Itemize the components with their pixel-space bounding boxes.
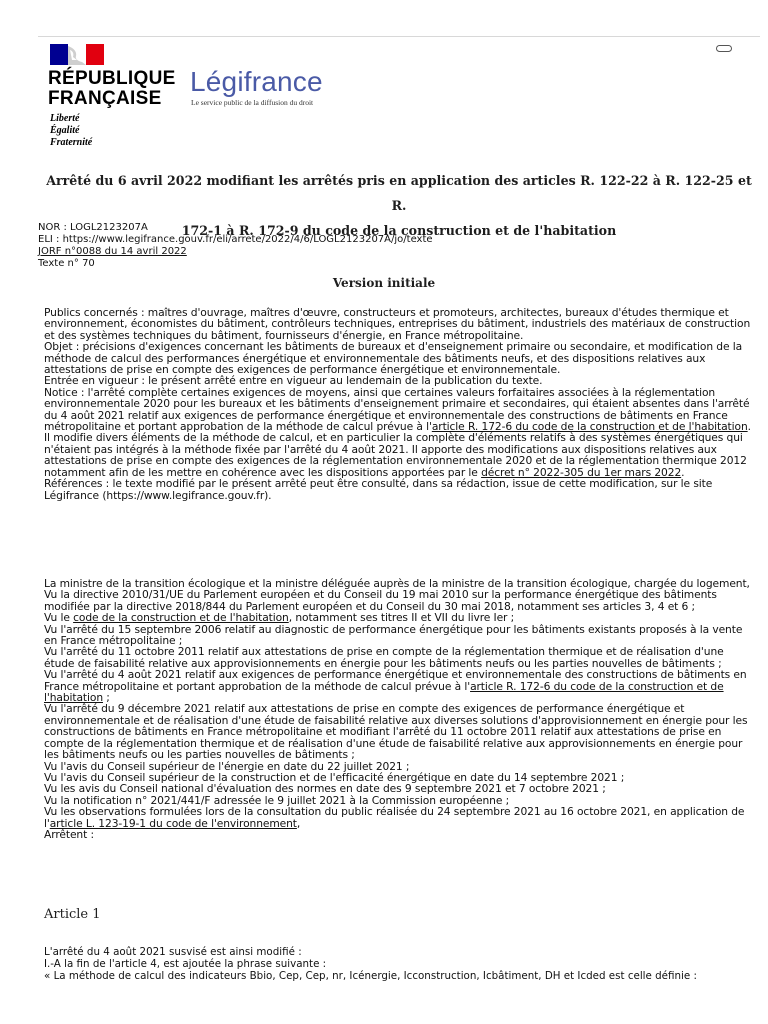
visa-arrete-2021-pre: Vu l'arrêté du 4 août 2021 relatif aux exigences de performance énergétique et environnementale des constructions de bâtiments en France métropolitaine et portant approbation de la méthode de calcul prévue à l'	[44, 668, 747, 693]
article-1-heading: Article 1	[44, 907, 101, 922]
code-construction-link[interactable]: code de la construction et de l'habitation	[73, 611, 289, 625]
texte-number: Texte n° 70	[38, 258, 95, 269]
visa-consultation-post: ,	[296, 816, 301, 830]
objet: Objet : précisions d'exigences concernant les bâtiments de bureaux et d'enseignement primaire ou secondaire, et modification de la méthode de calcul des performances énergétique et environnementale des bâtiments neufs, et des dispositions relatives aux attestations de prise en compte des exigences de performance énergétique et environnementale.	[44, 340, 743, 377]
visa-code-post: , notamment ses titres II et VII du livre Ier ;	[288, 611, 515, 625]
visa-notification: Vu la notification n° 2021/441/F adressée le 9 juillet 2021 à la Commission européenne ;	[44, 793, 510, 807]
notice-text-2-end: .	[681, 465, 685, 479]
visa-arrete-2011: Vu l'arrêté du 11 octobre 2011 relatif aux attestations de prise en compte de la réglementation thermique et de réalisation d'une étude de faisabilité relative aux approvisionnements en énergie pour les bâtiments neufs ou les parties nouvelles de bâtiments ;	[44, 645, 724, 670]
nor-code: NOR : LOGL2123207A	[38, 222, 148, 233]
article-1-p2: I.-A la fin de l'article 4, est ajoutée la phrase suivante :	[44, 958, 327, 970]
references: Références : le texte modifié par le présent arrêté peut être consulté, dans sa rédaction, issue de cette modification, sur le site Légifrance (https://www.legifrance.gouv.fr).	[44, 477, 713, 502]
article-r172-6-link[interactable]: article R. 172-6 du code de la construction et de l'habitation	[431, 420, 748, 434]
version-heading: Version initiale	[332, 276, 436, 290]
republic-name	[48, 69, 176, 109]
motto-egalite: Égalité	[50, 125, 80, 136]
motto-liberte: Liberté	[50, 113, 80, 124]
article-1-body	[44, 946, 756, 982]
decret-link[interactable]: décret n° 2022-305 du 1er mars 2022	[481, 465, 682, 479]
visa-avis-energie: Vu l'avis du Conseil supérieur de l'énergie en date du 22 juillet 2021 ;	[44, 759, 410, 773]
article-r172-6-link-2[interactable]: article R. 172-6 du code de la construction et de l'habitation	[44, 679, 724, 705]
visa-directive: Vu la directive 2010/31/UE du Parlement européen et du Conseil du 19 mai 2010 sur la performance énergétique des bâtiments modifiée par la directive 2018/844 du Parlement européen et du Conseil du 30 mai 2018, notamment ses articles 3, 4 et 6 ;	[44, 588, 717, 613]
republic-motto	[50, 113, 92, 149]
arretent: Arrêtent :	[44, 827, 94, 841]
republic-line-2: FRANÇAISE	[48, 88, 162, 109]
article-1-p3: « La méthode de calcul des indicateurs Bbio, Cep, Cep, nr, Icénergie, Icconstruction, Icbâtiment, DH et Icded est celle définie :	[44, 970, 697, 982]
visa-avis-normes: Vu les avis du Conseil national d'évaluation des normes en date des 9 septembre 2021 et 7 octobre 2021 ;	[44, 782, 606, 796]
visas-section	[44, 578, 756, 840]
legifrance-tagline: Le service public de la diffusion du droit	[191, 98, 314, 107]
notice-paragraph	[44, 387, 756, 433]
eli-url: ELI : https://www.legifrance.gouv.fr/eli/arrete/2022/4/6/LOGL2123207A/jo/texte	[38, 234, 433, 245]
visa-code-pre: Vu le	[44, 611, 74, 625]
notice-text: Notice : l'arrêté complète certaines exigences de moyens, ainsi que certaines valeurs forfaitaires associées à la réglementation environnementale 2020 pour les bureaux et les bâtiments d'enseignement primaire et secondaires, qui étaient absentes dans l'arrêté du 4 août 2021 relatif aux exigences de performance énergétique et environnementale des constructions de bâtiments en France métropolitaine et portant approbation de la méthode de calcul prévue à l'	[44, 385, 750, 434]
legifrance-logo[interactable]: Légifrance	[190, 66, 323, 97]
article-1-p1: L'arrêté du 4 août 2021 susvisé est ainsi modifié :	[44, 946, 302, 958]
notice-text-2: Il modifie divers éléments de la méthode de calcul, et en particulier la complète d'éléments relatifs à des systèmes énergétiques qui n'étaient pas intégrés à la méthode fixée par l'arrêté du 4 août 2021. Il apporte des modifications aux dispositions relatives aux attestations de prise en compte des exigences de la réglementation environnementale 2020 et de la réglementation thermique 2012 notamment afin de les mettre en cohérence avec les dispositions apportées par le	[44, 431, 747, 479]
motto-fraternite: Fraternité	[50, 137, 93, 148]
republique-francaise-logo	[48, 44, 178, 154]
menu-toggle-icon[interactable]	[716, 45, 732, 52]
document-metadata	[38, 222, 433, 270]
visa-intro: La ministre de la transition écologique et la ministre déléguée auprès de la ministre de la transition écologique, chargée du logement,	[44, 577, 750, 590]
visa-arrete-2021-post: ;	[103, 691, 110, 705]
notice-text-end: .	[747, 420, 751, 434]
title-line-1: Arrêté du 6 avril 2022 modifiant les arrêtés pris en application des articles R. 122-22 à R. 122-25 et R.	[46, 173, 752, 213]
visa-arrete-dec-2021: Vu l'arrêté du 9 décembre 2021 relatif aux attestations de prise en compte des exigences de performance énergétique et environnementale et de réalisation d'une étude de faisabilité relative aux diverses solutions d'approvisionnement en énergie pour les constructions de bâtiments en France métropolitaine et modifiant l'arrêté du 11 octobre 2011 relatif aux attestations de prise en compte de la réglementation thermique et de réalisation d'une étude de faisabilité relative aux approvisionnements en énergie pour les bâtiments neufs ou les parties nouvelles de bâtiments ;	[44, 702, 748, 762]
visa-arrete-2006: Vu l'arrêté du 15 septembre 2006 relatif au diagnostic de performance énergétique pour les bâtiments existants proposés à la vente en France métropolitaine ;	[44, 622, 743, 648]
jorf-link[interactable]: JORF n°0088 du 14 avril 2022	[38, 246, 187, 257]
article-l123-19-1-link[interactable]: article L. 123-19-1 du code de l'environnement	[49, 816, 297, 830]
entree-en-vigueur: Entrée en vigueur : le présent arrêté entre en vigueur au lendemain de la publication du texte.	[44, 374, 543, 388]
visa-consultation	[44, 806, 756, 829]
top-divider	[38, 36, 760, 37]
republic-line-1: RÉPUBLIQUE	[48, 68, 176, 89]
visa-arrete-2021	[44, 669, 756, 703]
publics-concernes: Publics concernés : maîtres d'ouvrage, maîtres d'œuvre, constructeurs et promoteurs, architectes, bureaux d'études thermique et environnement, économistes du bâtiment, contrôleurs techniques, entreprises du bâtiment, industriels des matériaux de construction et des systèmes techniques du bâtiment, fournisseurs d'énergie, en France métropolitaine.	[44, 306, 751, 342]
visa-consultation-pre: Vu les observations formulées lors de la consultation du public réalisée du 24 septembre 2021 au 16 octobre 2021, en application de l'	[44, 805, 745, 830]
marianne-flag-icon	[50, 44, 104, 65]
notice-paragraph-2	[44, 432, 756, 478]
notice-section	[44, 307, 756, 501]
visa-avis-construction: Vu l'avis du Conseil supérieur de la construction et de l'efficacité énergétique en date du 14 septembre 2021 ;	[44, 770, 625, 784]
visa-code	[44, 612, 756, 623]
title-line-2: 172-1 à R. 172-9 du code de la construction et de l'habitation	[181, 223, 617, 238]
